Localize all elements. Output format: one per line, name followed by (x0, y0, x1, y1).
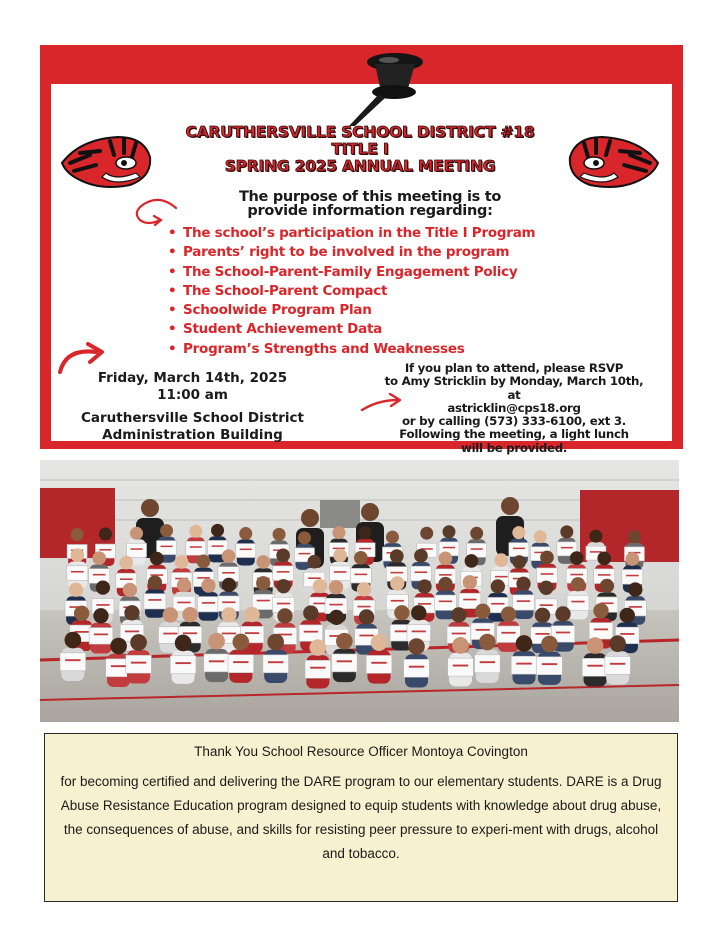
bullet-icon: • (168, 321, 177, 338)
thank-you-heading: Thank You School Resource Officer Montoya Covington (194, 744, 528, 759)
meeting-time: 11:00 am (157, 387, 228, 403)
bullet-icon: • (168, 225, 177, 241)
list-item: • The School-Parent-Family Engagement Policy (166, 263, 535, 282)
curl-arrow-icon (130, 196, 180, 226)
title-line-title-i: TITLE I (331, 140, 389, 158)
meeting-details (60, 370, 325, 444)
meeting-location: Administration Building (102, 427, 283, 443)
rsvp-line: Following the meeting, a light lunch (399, 427, 629, 442)
rsvp-line: or by calling (573) 333-6100, ext 3. (401, 414, 626, 429)
list-item: • Schoolwide Program Plan (166, 301, 535, 320)
photo-illustration (40, 460, 679, 722)
title-line-district: CARUTHERSVILLE SCHOOL DISTRICT #18 (185, 123, 535, 141)
bullet-icon: • (168, 340, 177, 357)
rsvp-info (378, 362, 650, 455)
purpose-line: provide information regarding: (247, 203, 493, 219)
flyer-title (130, 124, 590, 175)
bullet-icon: • (168, 302, 177, 319)
list-item: • Program’s Strengths and Weaknesses (166, 340, 535, 359)
purpose-line: The purpose of this meeting is to (238, 189, 502, 205)
thank-you-body: for becoming certified and delivering the DARE program to our elementary students. DARE is a Drug Abuse Resistance Education program designed to equip students with knowledge about drug abuse, the consequences of abuse, and skills for resisting peer pressure to experi-ment with drugs, alcohol and tobacco. (60, 774, 662, 861)
bullet-icon: • (168, 282, 177, 299)
dare-class-photo (40, 460, 679, 722)
rsvp-line: will be provided. (460, 440, 568, 455)
list-item: • The School-Parent Compact (166, 282, 535, 301)
pushpin-icon (345, 48, 435, 128)
meeting-purpose (180, 190, 560, 218)
rsvp-line: If you plan to attend, please RSVP (404, 361, 624, 375)
meeting-date: Friday, March 14th, 2025 (97, 370, 288, 386)
rsvp-email: astricklin@cps18.org (447, 400, 581, 415)
title-line-meeting: SPRING 2025 ANNUAL MEETING (224, 157, 496, 175)
bullet-icon: • (168, 244, 177, 261)
list-item: • Student Achievement Data (166, 320, 535, 339)
rsvp-line: to Amy Stricklin by Monday, March 10th, at (384, 374, 644, 402)
thank-you-box (44, 733, 678, 902)
topic-list (166, 224, 535, 359)
list-item: • Parents’ right to be involved in the program (166, 243, 535, 262)
meeting-location: Caruthersville School District (80, 410, 304, 426)
list-item: • The school’s participation in the Title I Program (166, 224, 535, 243)
bullet-icon: • (168, 263, 177, 280)
